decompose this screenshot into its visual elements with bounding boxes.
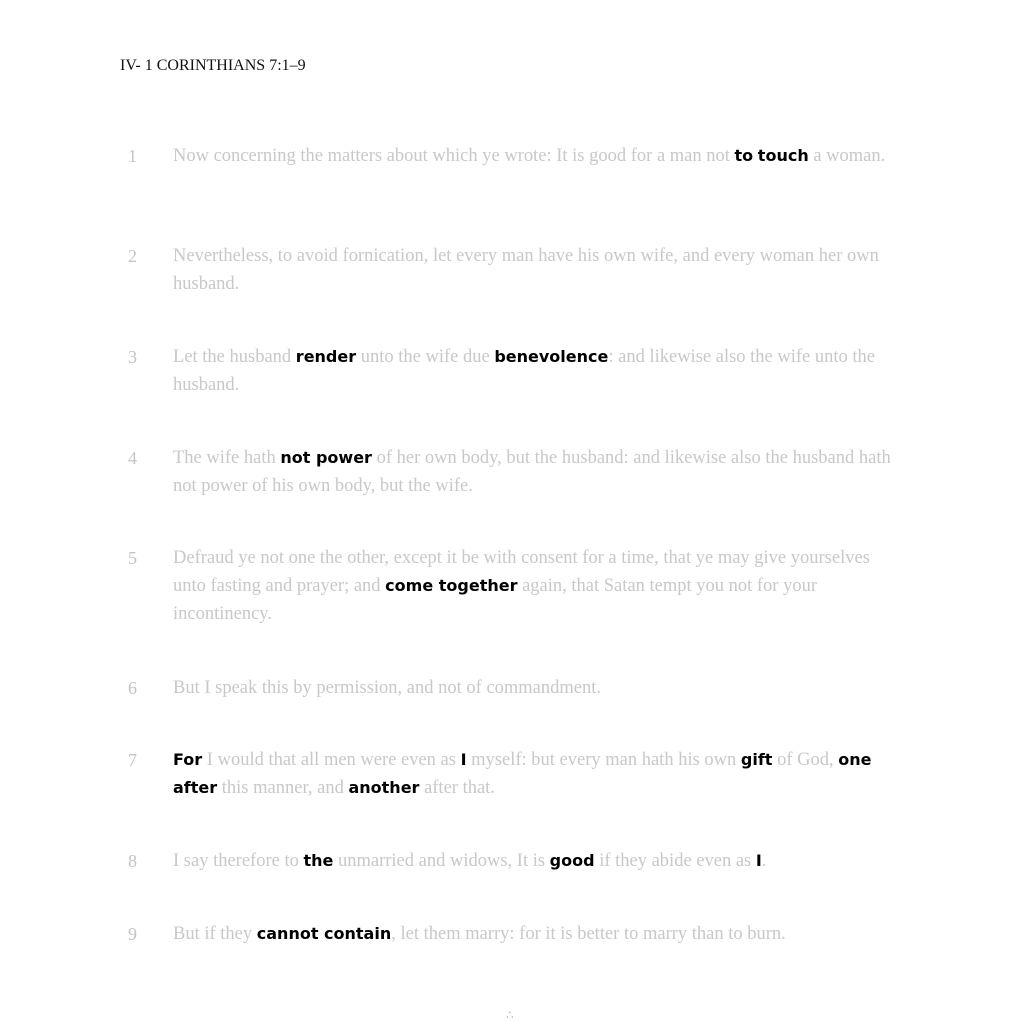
footer-mark: ∴ (506, 1008, 514, 1022)
highlighted-phrase: another (348, 778, 420, 797)
verse-number: 8 (128, 851, 137, 871)
verse-segment: again, that Satan tempt you not for your incontinency. (173, 576, 818, 624)
page-title: IV- 1 CORINTHIANS 7:1–9 (120, 57, 306, 74)
verse-number: 9 (128, 924, 137, 944)
verse-segment: of God, (772, 750, 839, 770)
verse-number: 5 (128, 548, 137, 568)
verse-segment: after that. (419, 778, 495, 798)
verse-number: 4 (128, 448, 137, 468)
verse-text (173, 920, 903, 948)
highlighted-phrase: not power (280, 448, 372, 467)
highlighted-phrase: gift (740, 750, 773, 769)
verse-segment: Now concerning the matters about which ye wrote: It is good for a man not (173, 146, 735, 166)
verse-text (173, 242, 903, 298)
verse-text (173, 847, 903, 875)
verse-text (173, 674, 903, 702)
highlighted-phrase: come together (385, 576, 518, 595)
highlighted-phrase: to (734, 146, 754, 165)
verse-segment: But I speak this by permission, and not of commandment. (173, 678, 602, 698)
verse-number: 2 (128, 246, 137, 266)
verse-segment: Let the husband (173, 347, 296, 367)
verse-segment: : and likewise also the wife unto the husband. (173, 347, 876, 395)
verse-segment: of her own body, but the husband: and likewise also the husband hath not power of his own body, but the wife. (173, 448, 891, 496)
highlighted-phrase: cannot contain (256, 924, 392, 943)
verse-number: 7 (128, 750, 137, 770)
verse-segment: Nevertheless, to avoid fornication, let every man have his own wife, and every woman her own husband. (173, 246, 879, 294)
verse-number: 6 (128, 678, 137, 698)
verse-number: 3 (128, 347, 137, 367)
highlighted-phrase: I (460, 750, 467, 769)
verse-segment: I say therefore to (173, 851, 304, 871)
highlighted-phrase: render (295, 347, 357, 366)
highlighted-phrase: benevolence (494, 347, 609, 366)
verse-segment: , let them marry: for it is better to marry than to burn. (391, 924, 786, 944)
verse-segment: a woman. (808, 146, 886, 166)
highlighted-phrase: touch (757, 146, 809, 165)
verse-text (173, 544, 903, 628)
verse-text (173, 343, 903, 399)
highlighted-phrase: I (755, 851, 762, 870)
highlighted-phrase: one after (173, 750, 872, 797)
verse-segment: this manner, and (217, 778, 349, 798)
highlighted-phrase: the (303, 851, 334, 870)
verse-segment: The wife hath (173, 448, 281, 468)
verse-segment: myself: but every man hath his own (466, 750, 741, 770)
verse-segment: if they abide even as (594, 851, 756, 871)
verse-text (173, 746, 903, 802)
verse-number: 1 (128, 146, 137, 166)
verse-text (173, 444, 903, 500)
highlighted-phrase: good (549, 851, 595, 870)
verse-segment: . (761, 851, 767, 871)
verse-segment: But if they (173, 924, 257, 944)
verse-segment: I would that all men were even as (202, 750, 461, 770)
verse-segment: unmarried and widows, It is (333, 851, 550, 871)
highlighted-phrase: For (173, 750, 203, 769)
verse-text (173, 142, 903, 170)
verse-segment: unto the wife due (356, 347, 495, 367)
verse-segment: Defraud ye not one the other, except it be with consent for a time, that ye may give yourselves unto fasting and prayer; and (173, 548, 870, 596)
